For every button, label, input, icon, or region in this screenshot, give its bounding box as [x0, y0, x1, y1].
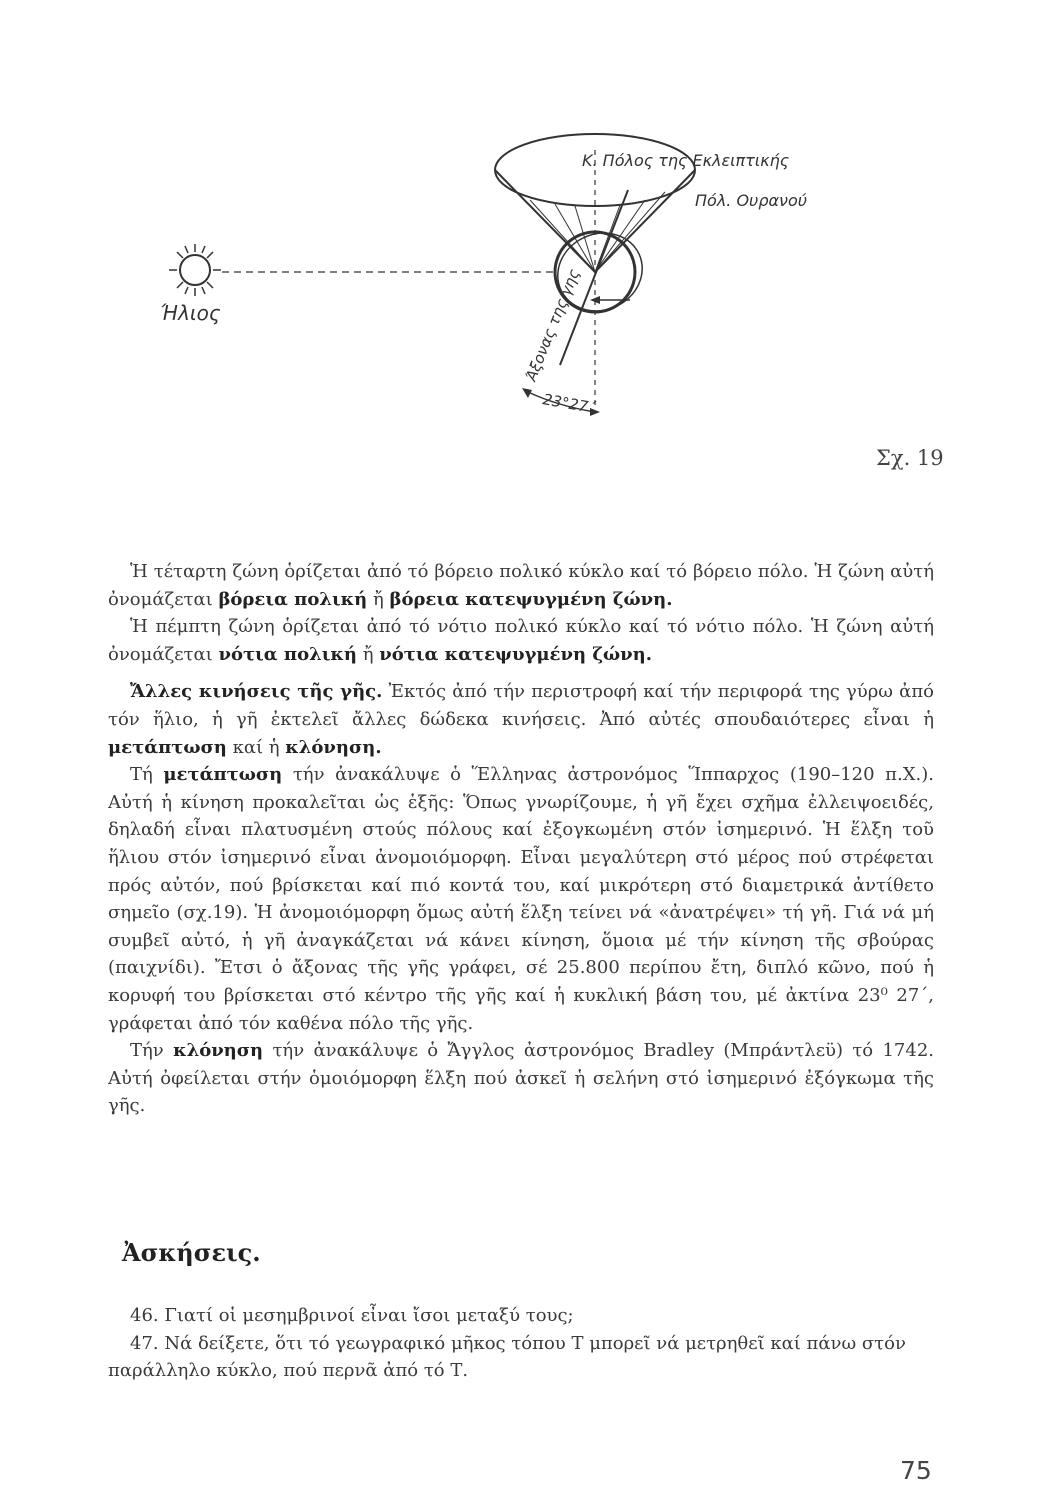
page-number: 75 — [900, 1456, 932, 1485]
paragraph-fourth-zone: Ἡ τέταρτη ζώνη ὁρίζεται ἀπό τό βόρειο πολικό κύκλο καί τό βόρειο πόλο. Ἡ ζώνη αὐτή ὀνομάζεται βόρεια πολική ἤ βόρεια κατεψυγμένη ζώνη. — [108, 561, 934, 610]
earth-precession-diagram — [150, 120, 870, 440]
paragraph-other-motions: Ἄλλες κινήσεις τῆς γῆς. Ἐκτός ἀπό τήν περιστροφή καί τήν περιφορά της γύρω ἀπό τόν ἥλιο, ἡ γῆ ἐκτελεῖ ἄλλες δώδεκα κινήσεις. Ἀπό αὐτές σπουδαιότερες εἶναι ἡ μετάπτωση καί ἡ κλόνηση. — [108, 681, 934, 758]
exercise-item: 46. Γιατί οἱ μεσημβρινοί εἶναι ἴσοι μεταξύ τους; — [130, 1305, 574, 1326]
celestial-pole-label: Πόλ. Ουρανού — [695, 191, 807, 210]
paragraph-precession: Τή μετάπτωση τήν ἀνακάλυψε ὁ Ἕλληνας ἀστρονόμος Ἵππαρχος (190–120 π.Χ.). Αὐτή ἡ κίνηση προκαλεῖται ὡς ἑξῆς: Ὅπως γνωρίζουμε, ἡ γῆ ἔχει σχῆμα ἐλλειψοειδές, δηλαδή εἶναι πλατυσμένη στούς πόλους καί ἐξογκωμένη στόν ἰσημερινό. Ἡ ἕλξη τοῦ ἥλιου στόν ἰσημερινό εἶναι ἀνομοιόμορφη. Εἶναι μεγαλύτερη στό μέρος πού στρέφεται πρός αὐτόν, πού βρίσκεται καί πιό κοντά του, καί μικρότερη στό διαμετρικά ἀντίθετο σημεῖο (σχ.19). Ἡ ἀνομοιόμορφη ὅμως αὐτή ἕλξη τείνει νά «ἀνατρέψει» τή γῆ. Γιά νά μή συμβεῖ αὐτό, ἡ γῆ ἀναγκάζεται νά κάνει κίνηση, ὅμοια μέ τήν κίνηση τῆς σβούρας (παιχνίδι). Ἔτσι ὁ ἄξονας τῆς γῆς γράφει, σέ 25.800 περίπου ἔτη, διπλό κῶνο, πού ἡ κορυφή του βρίσκεται στό κέντρο τῆς γῆς καί ἡ κυκλική βάση του, μέ ἀκτίνα 23⁰ 27΄, γράφεται ἀπό τόν καθένα πόλο τῆς γῆς. — [108, 764, 934, 1034]
paragraph-nutation: Τήν κλόνηση τήν ἀνακάλυψε ὁ Ἄγγλος ἀστρονόμος Bradley (Μπράντλεϋ) τό 1742. Αὐτή ὀφείλεται στήν ὁμοιόμορφη ἕλξη πού ἀσκεῖ ἡ σελήνη στό ἰσημερινό ἐξόγκωμα τῆς γῆς. — [108, 1040, 934, 1117]
exercises-heading: Ἀσκήσεις. — [122, 1238, 261, 1267]
exercises-list — [108, 1302, 934, 1385]
sun-label: Ήλιος — [160, 301, 221, 325]
angle-label: 23°27΄ — [541, 390, 597, 418]
sun-icon — [169, 244, 221, 296]
paragraph-fifth-zone: Ἡ πέμπτη ζώνη ὁρίζεται ἀπό τό νότιο πολικό κύκλο καί τό νότιο πόλο. Ἡ ζώνη αὐτή ὀνομάζεται νότια πολική ἤ νότια κατεψυγμένη ζώνη. — [108, 616, 934, 665]
main-text — [108, 558, 934, 1120]
axis-label: Άξονας της γης — [522, 266, 584, 384]
exercise-item: 47. Νά δείξετε, ὅτι τό γεωγραφικό μῆκος τόπου Τ μπορεῖ νά μετρηθεῖ καί πάνω στόν παράλληλο κύκλο, πού περνᾶ ἀπό τό Τ. — [108, 1332, 906, 1382]
figure-caption: Σχ. 19 — [876, 446, 944, 470]
figure-19 — [150, 120, 870, 440]
ecliptic-pole-label: Κ. Πόλος της Εκλειπτικής — [582, 151, 790, 170]
